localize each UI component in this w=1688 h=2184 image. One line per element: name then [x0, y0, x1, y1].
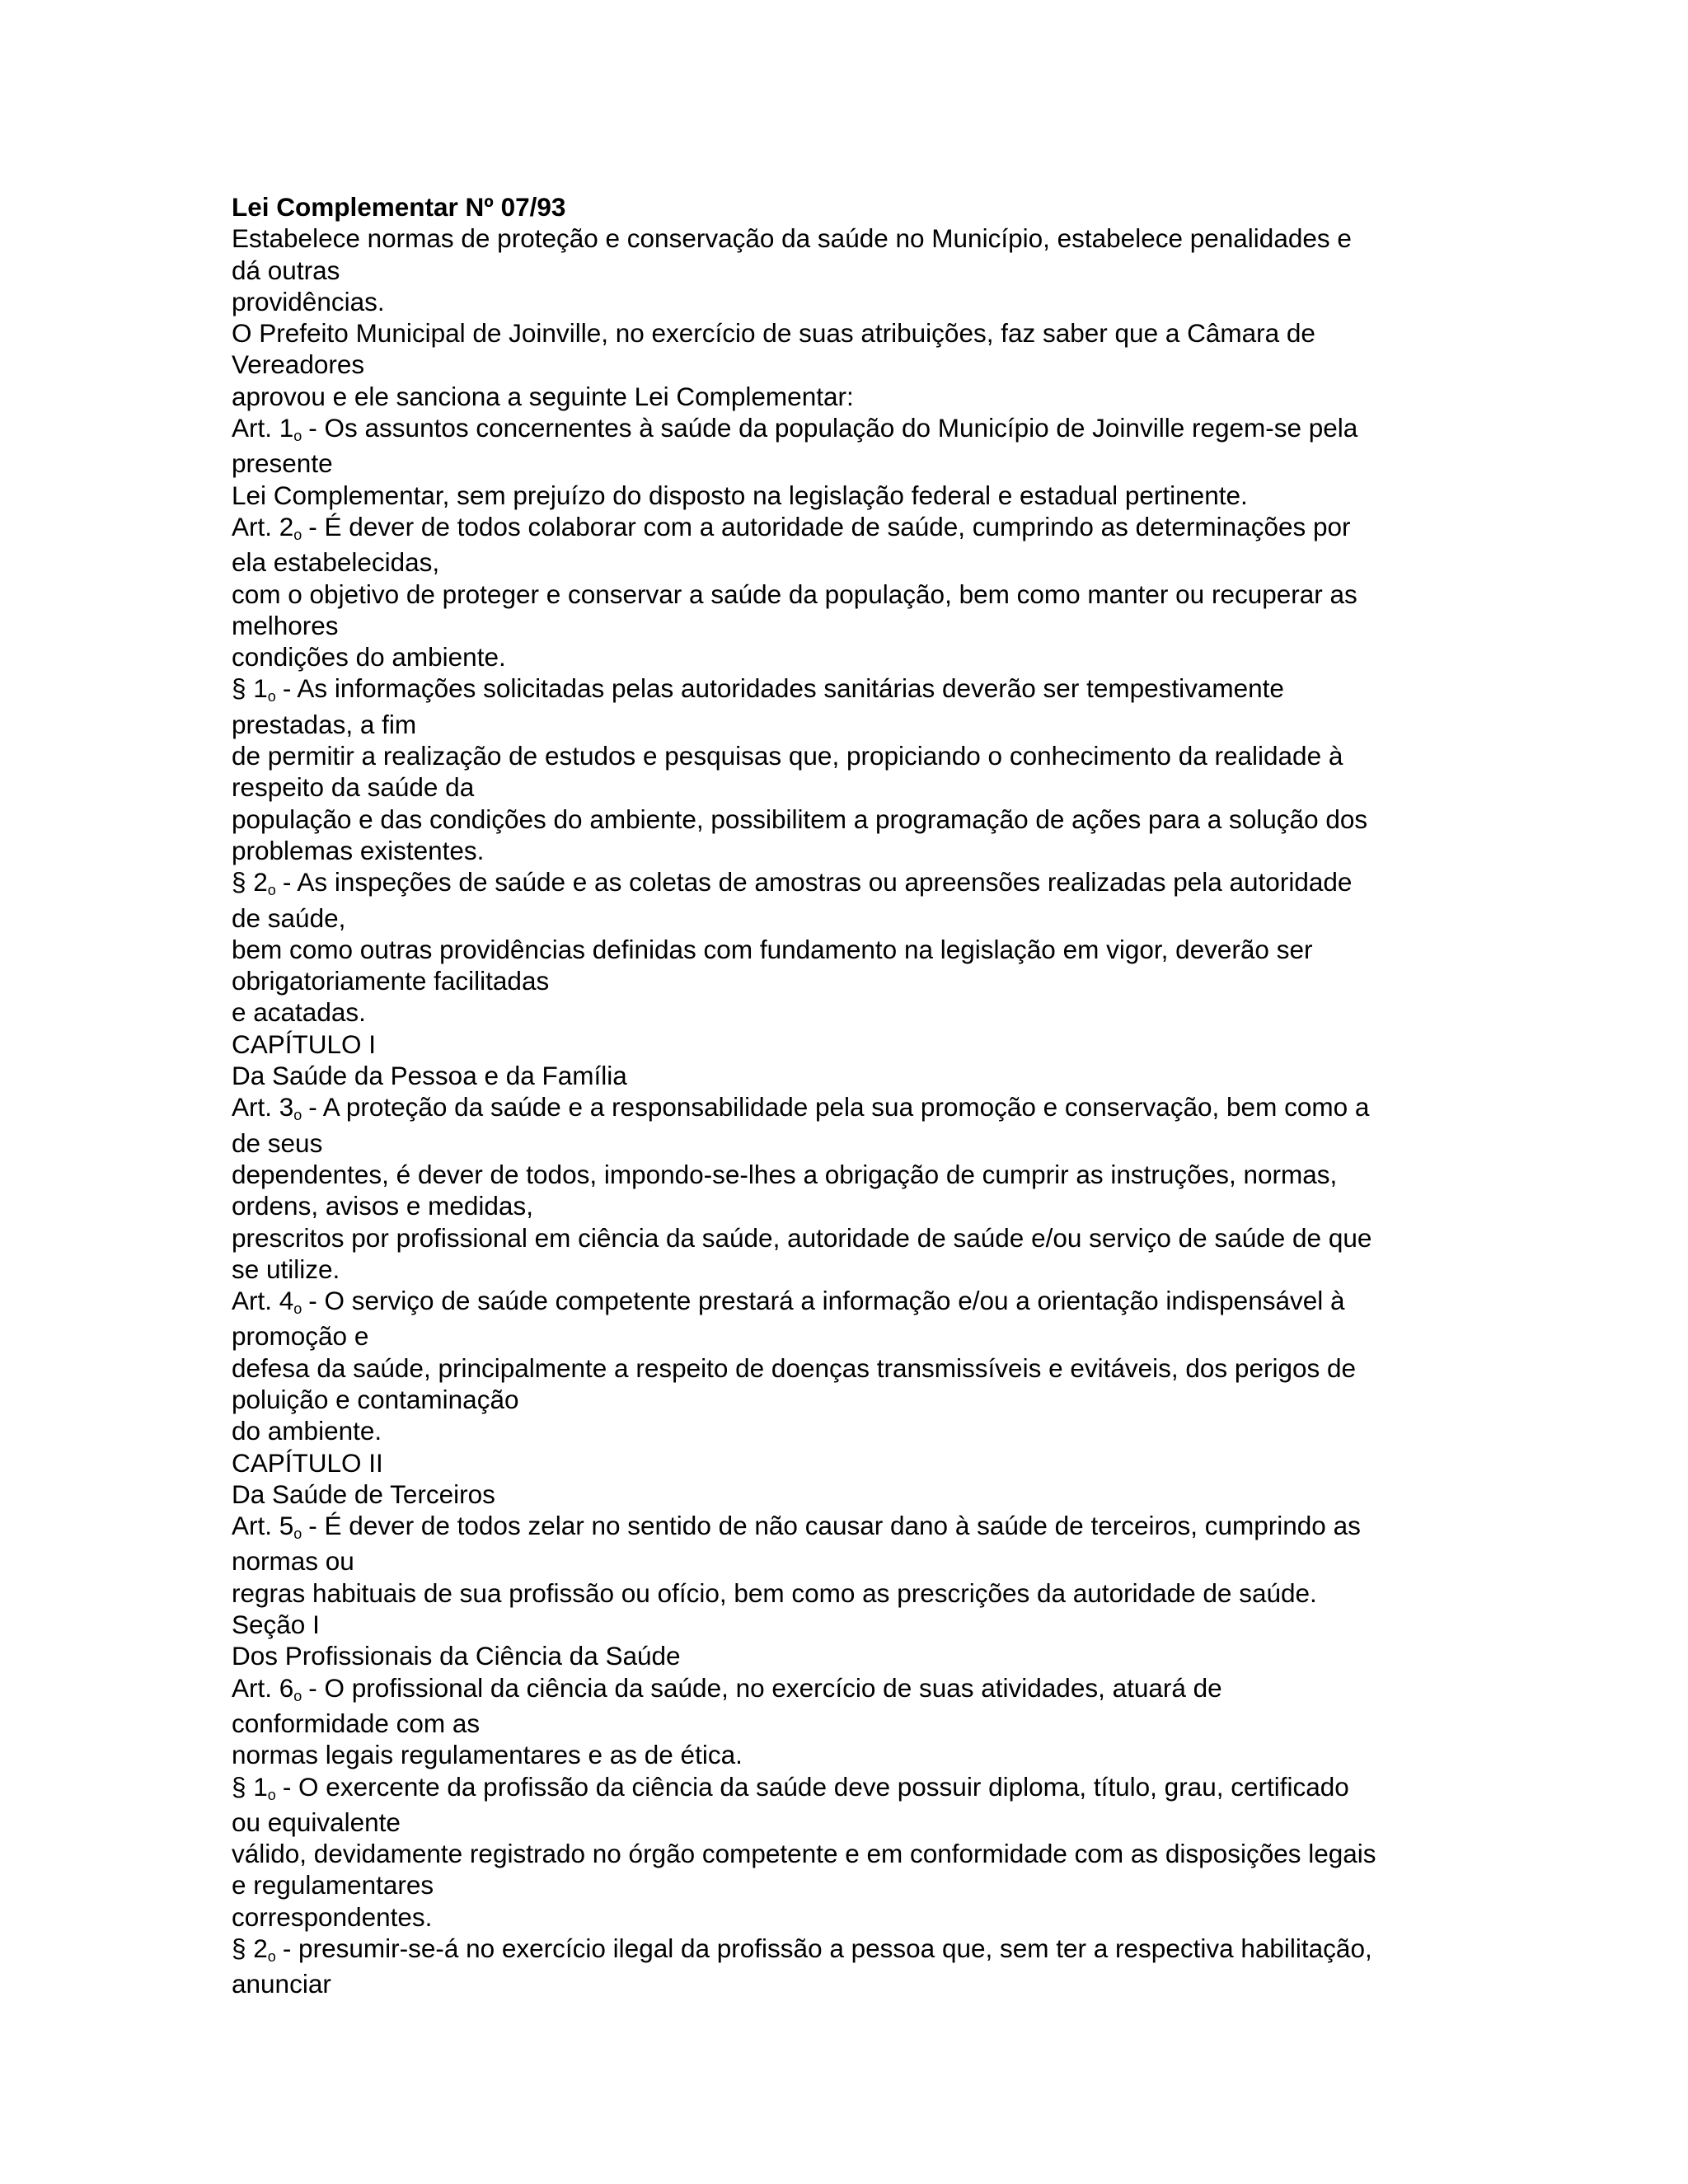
text-line — [232, 1285, 1451, 1320]
text-line: defesa da saúde, principalmente a respeito de doenças transmissíveis e evitáveis, dos perigos de — [232, 1352, 1357, 1383]
text-line: presente — [232, 448, 333, 479]
text-line: de seus — [232, 1127, 323, 1158]
line-text: - O exercente da profissão da ciência da saúde deve possuir diploma, título, grau, certificado — [282, 1771, 1349, 1802]
ordinal-indicator: o — [267, 1786, 276, 1803]
text-line: Vereadores — [232, 349, 365, 380]
line-text: - Os assuntos concernentes à saúde da população do Município de Joinville regem-se pela — [308, 413, 1358, 443]
text-line: se utilize. — [232, 1254, 340, 1284]
text-line: ela estabelecidas, — [232, 547, 440, 578]
text-line: Lei Complementar, sem prejuízo do disposto na legislação federal e estadual pertinente. — [232, 480, 1248, 510]
ordinal-indicator: o — [293, 526, 302, 543]
line-text: - A proteção da saúde e a responsabilidade pela sua promoção e conservação, bem como a — [308, 1092, 1370, 1122]
text-line: válido, devidamente registrado no órgão competente e em conformidade com as disposições legais — [232, 1839, 1376, 1869]
ordinal-indicator: o — [267, 688, 276, 705]
text-line: correspondentes. — [232, 1901, 433, 1932]
line-prefix: § 1 — [232, 673, 268, 704]
text-line: Da Saúde de Terceiros — [232, 1479, 495, 1509]
text-line: problemas existentes. — [232, 835, 485, 865]
ordinal-indicator: o — [293, 1301, 302, 1318]
text-line: e acatadas. — [232, 997, 366, 1028]
text-line: de permitir a realização de estudos e pesquisas que, propiciando o conhecimento da realidade à — [232, 741, 1343, 771]
text-line: prestadas, a fim — [232, 709, 417, 739]
text-line: ordens, avisos e medidas, — [232, 1191, 533, 1221]
text-line: ou equivalente — [232, 1807, 401, 1837]
text-line: condições do ambiente. — [232, 642, 506, 673]
ordinal-indicator: o — [293, 1107, 302, 1124]
text-line: CAPÍTULO II — [232, 1447, 383, 1478]
text-line — [232, 866, 1451, 902]
text-line: Estabelece normas de proteção e conservação da saúde no Município, estabelece penalidades e — [232, 223, 1352, 254]
text-line — [232, 1771, 1451, 1807]
line-prefix: § 1 — [232, 1771, 268, 1802]
text-line: obrigatoriamente facilitadas — [232, 966, 550, 996]
text-line: prescritos por profissional em ciência da saúde, autoridade de saúde e/ou serviço de saúde de que — [232, 1222, 1372, 1253]
text-line: O Prefeito Municipal de Joinville, no exercício de suas atribuições, faz saber que a Câmara de — [232, 318, 1315, 349]
text-line: bem como outras providências definidas com fundamento na legislação em vigor, deverão ser — [232, 934, 1313, 964]
text-line — [232, 1672, 1451, 1708]
line-text: - As inspeções de saúde e as coletas de amostras ou apreensões realizadas pela autoridade — [282, 867, 1353, 898]
line-prefix: Art. 3 — [232, 1092, 294, 1122]
line-text: - As informações solicitadas pelas autoridades sanitárias deverão ser tempestivamente — [282, 673, 1284, 704]
document-text — [232, 223, 1451, 1999]
line-text: - O profissional da ciência da saúde, no exercício de suas atividades, atuará de — [308, 1672, 1222, 1703]
text-line: aprovou e ele sanciona a seguinte Lei Complementar: — [232, 381, 854, 411]
line-text: - presumir-se-á no exercício ilegal da profissão a pessoa que, sem ter a respectiva habilitação, — [282, 1933, 1372, 1964]
text-line: CAPÍTULO I — [232, 1029, 377, 1059]
text-line — [232, 673, 1451, 708]
document-body — [232, 191, 1451, 2000]
text-line — [232, 1510, 1451, 1545]
ordinal-indicator: o — [293, 1526, 302, 1543]
line-prefix: § 2 — [232, 867, 268, 898]
ordinal-indicator: o — [267, 882, 276, 899]
text-line: população e das condições do ambiente, possibilitem a programação de ações para a solução dos — [232, 804, 1368, 834]
text-line: normas legais regulamentares e as de ética. — [232, 1740, 743, 1770]
line-prefix: Art. 6 — [232, 1672, 294, 1703]
text-line: conformidade com as — [232, 1708, 481, 1738]
line-prefix: Art. 5 — [232, 1511, 294, 1541]
text-line: do ambiente. — [232, 1416, 382, 1446]
text-line: respeito da saúde da — [232, 772, 475, 803]
line-prefix: § 2 — [232, 1933, 268, 1964]
text-line: e regulamentares — [232, 1870, 434, 1900]
text-line — [232, 412, 1451, 448]
text-line — [232, 1091, 1451, 1127]
ordinal-indicator: o — [293, 1687, 302, 1704]
line-text: - O serviço de saúde competente prestará a informação e/ou a orientação indispensável à — [308, 1286, 1345, 1316]
text-line: Seção I — [232, 1610, 320, 1640]
text-line: poluição e contaminação — [232, 1384, 519, 1414]
text-line: Da Saúde da Pessoa e da Família — [232, 1061, 627, 1091]
line-prefix: Art. 1 — [232, 413, 294, 443]
text-line: promoção e — [232, 1321, 369, 1352]
document-title: Lei Complementar Nº 07/93 — [232, 192, 566, 222]
text-line: Dos Profissionais da Ciência da Saúde — [232, 1641, 681, 1671]
text-line: providências. — [232, 286, 385, 316]
ordinal-indicator: o — [293, 428, 302, 445]
text-line: com o objetivo de proteger e conservar a saúde da população, bem como manter ou recuperar as — [232, 579, 1357, 609]
line-text: - É dever de todos colaborar com a autoridade de saúde, cumprindo as determinações por — [308, 511, 1351, 541]
text-line: melhores — [232, 610, 339, 640]
line-prefix: Art. 2 — [232, 511, 294, 541]
text-line — [232, 1933, 1451, 1968]
text-line: anunciar — [232, 1969, 331, 1999]
text-line: regras habituais de sua profissão ou ofício, bem como as prescrições da autoridade de saúde. — [232, 1577, 1317, 1608]
text-line: normas ou — [232, 1546, 354, 1577]
line-text: - É dever de todos zelar no sentido de não causar dano à saúde de terceiros, cumprindo as — [308, 1511, 1361, 1541]
text-line: de saúde, — [232, 902, 346, 933]
ordinal-indicator: o — [267, 1948, 276, 1966]
line-prefix: Art. 4 — [232, 1286, 294, 1316]
text-line: dá outras — [232, 255, 340, 285]
text-line — [232, 511, 1451, 546]
text-line: dependentes, é dever de todos, impondo-se-lhes a obrigação de cumprir as instruções, normas, — [232, 1159, 1338, 1189]
